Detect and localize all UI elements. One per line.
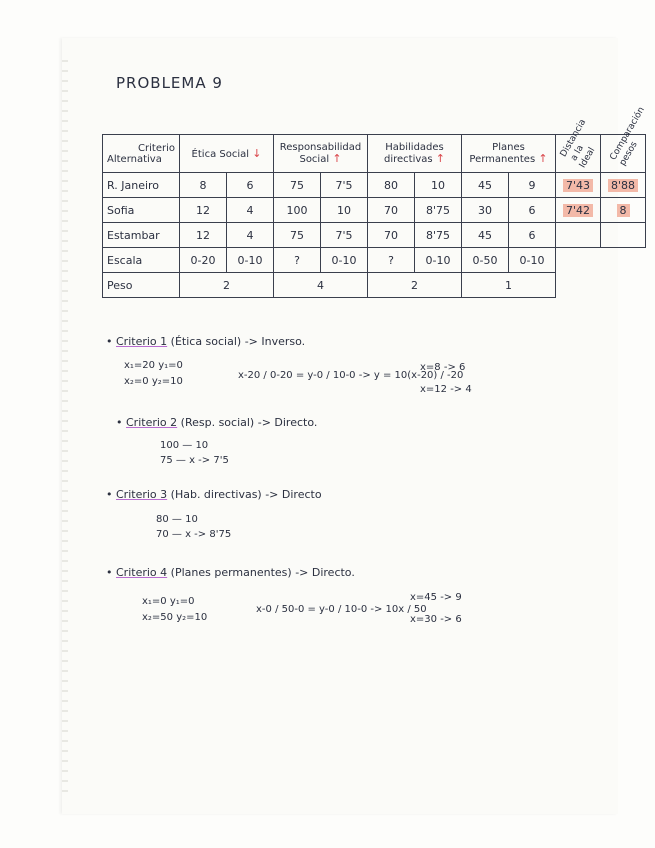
table-cell: 100 bbox=[274, 198, 321, 223]
criterion-label: Responsabilidad Social bbox=[279, 142, 362, 165]
table-row bbox=[103, 173, 646, 198]
table-cell: 12 bbox=[180, 198, 227, 223]
row-name: Peso bbox=[103, 273, 180, 298]
weight-cell: 2 bbox=[180, 273, 274, 298]
table-row-scale bbox=[103, 248, 646, 273]
table-cell: 70 bbox=[368, 198, 415, 223]
page-title: PROBLEMA 9 bbox=[116, 74, 223, 92]
empty-cell bbox=[556, 248, 601, 273]
table-cell: 80 bbox=[368, 173, 415, 198]
equation-result: x=8 -> 6 bbox=[420, 362, 466, 373]
criterion-header-2 bbox=[274, 135, 368, 173]
criterion-description: (Ética social) -> Inverso. bbox=[170, 335, 306, 348]
table-cell: 70 bbox=[368, 223, 415, 248]
criterion-header-3 bbox=[368, 135, 462, 173]
criterion-label: Habilidades directivas bbox=[383, 142, 444, 165]
table-cell-comparison bbox=[601, 198, 646, 223]
equation-line: 100 — 10 bbox=[160, 440, 209, 451]
table-cell: 8 bbox=[180, 173, 227, 198]
table-cell: 6 bbox=[509, 198, 556, 223]
empty-cell bbox=[601, 248, 646, 273]
table-cell: 8'75 bbox=[415, 223, 462, 248]
row-name: Estambar bbox=[103, 223, 180, 248]
table-row bbox=[103, 198, 646, 223]
table-cell-distance bbox=[556, 223, 601, 248]
table-cell: 7'5 bbox=[321, 173, 368, 198]
direction-arrow-icon: ↑ bbox=[332, 152, 342, 165]
table-cell: 7'5 bbox=[321, 223, 368, 248]
criterion-3-heading: • Criterio 3 (Hab. directivas) -> Directo bbox=[106, 488, 322, 501]
highlighted-value: 8'88 bbox=[608, 179, 638, 192]
table-cell-distance bbox=[556, 198, 601, 223]
equation-result: x=45 -> 9 bbox=[410, 592, 462, 603]
row-name: R. Janeiro bbox=[103, 173, 180, 198]
weight-cell: 2 bbox=[368, 273, 462, 298]
table-row bbox=[103, 223, 646, 248]
highlighted-value: 7'42 bbox=[563, 204, 593, 217]
table-cell: ? bbox=[368, 248, 415, 273]
criterion-label: Ética Social bbox=[191, 148, 250, 160]
weight-cell: 4 bbox=[274, 273, 368, 298]
corner-top-label: Criterio bbox=[138, 142, 175, 154]
equation-line: 70 — x -> 8'75 bbox=[156, 529, 232, 540]
weight-cell: 1 bbox=[462, 273, 556, 298]
table-cell: 45 bbox=[462, 173, 509, 198]
notebook-margin bbox=[62, 60, 68, 800]
table-cell: 8'75 bbox=[415, 198, 462, 223]
equation-fraction: x-20 / 0-20 = y-0 / 10-0 -> y = 10(x-20) / -20 bbox=[238, 370, 464, 381]
table-cell-comparison bbox=[601, 223, 646, 248]
criterion-2-heading: • Criterio 2 (Resp. social) -> Directo. bbox=[116, 416, 318, 429]
criterion-title: Criterio 3 bbox=[116, 488, 168, 501]
extra-header-2 bbox=[601, 104, 647, 173]
empty-cell bbox=[556, 273, 601, 298]
table-cell: 0-10 bbox=[227, 248, 274, 273]
corner-bottom-label: Alternativa bbox=[107, 153, 162, 165]
empty-cell bbox=[601, 273, 646, 298]
criterion-4-heading: • Criterio 4 (Planes permanentes) -> Directo. bbox=[106, 566, 355, 579]
decision-table bbox=[102, 104, 647, 298]
table-cell: 0-20 bbox=[180, 248, 227, 273]
direction-arrow-icon: ↓ bbox=[252, 146, 262, 160]
table-cell: 6 bbox=[227, 173, 274, 198]
table-cell: 9 bbox=[509, 173, 556, 198]
equation-fraction: x-0 / 50-0 = y-0 / 10-0 -> 10x / 50 bbox=[256, 604, 427, 615]
table-cell: ? bbox=[274, 248, 321, 273]
equation-line: 80 — 10 bbox=[156, 514, 198, 525]
row-name: Sofia bbox=[103, 198, 180, 223]
highlighted-value: 8 bbox=[617, 204, 630, 217]
table-cell: 75 bbox=[274, 173, 321, 198]
criterion-header-1 bbox=[180, 135, 274, 173]
direction-arrow-icon: ↑ bbox=[435, 152, 446, 165]
extra-header-1 bbox=[556, 117, 601, 173]
table-cell: 12 bbox=[180, 223, 227, 248]
table-cell-comparison bbox=[601, 173, 646, 198]
direction-arrow-icon: ↑ bbox=[538, 152, 548, 165]
table-cell-distance bbox=[556, 173, 601, 198]
table-corner bbox=[103, 135, 180, 173]
table-cell: 4 bbox=[227, 223, 274, 248]
equation-line: x₂=0 y₂=10 bbox=[124, 376, 183, 387]
equation-line: x₂=50 y₂=10 bbox=[142, 612, 208, 623]
table-cell: 0-10 bbox=[321, 248, 368, 273]
table-cell: 0-10 bbox=[509, 248, 556, 273]
table-cell: 0-10 bbox=[415, 248, 462, 273]
extra-header-label: Distancia a la Ideal bbox=[558, 117, 598, 170]
table-cell: 10 bbox=[415, 173, 462, 198]
table-cell: 75 bbox=[274, 223, 321, 248]
criterion-description: (Resp. social) -> Directo. bbox=[180, 416, 318, 429]
highlighted-value: 7'43 bbox=[563, 179, 593, 192]
table-cell: 4 bbox=[227, 198, 274, 223]
table-cell: 0-50 bbox=[462, 248, 509, 273]
table-cell: 6 bbox=[509, 223, 556, 248]
criterion-description: (Planes permanentes) -> Directo. bbox=[170, 566, 355, 579]
extra-header-label: Comparación pesos bbox=[608, 104, 647, 168]
criterion-title: Criterio 4 bbox=[116, 566, 168, 579]
equation-result: x=12 -> 4 bbox=[420, 384, 472, 395]
table-cell: 10 bbox=[321, 198, 368, 223]
criterion-header-4 bbox=[462, 135, 556, 173]
table-row-weights bbox=[103, 273, 646, 298]
criterion-title: Criterio 2 bbox=[126, 416, 178, 429]
criterion-1-heading: • Criterio 1 (Ética social) -> Inverso. bbox=[106, 335, 306, 348]
criterion-label: Planes Permanentes bbox=[469, 142, 536, 165]
criterion-title: Criterio 1 bbox=[116, 335, 168, 348]
row-name: Escala bbox=[103, 248, 180, 273]
equation-line: x₁=20 y₁=0 bbox=[124, 360, 183, 371]
equation-line: x₁=0 y₁=0 bbox=[142, 596, 195, 607]
table-header-row bbox=[103, 135, 646, 173]
table-cell: 30 bbox=[462, 198, 509, 223]
equation-line: 75 — x -> 7'5 bbox=[160, 455, 229, 466]
criterion-description: (Hab. directivas) -> Directo bbox=[170, 488, 322, 501]
equation-result: x=30 -> 6 bbox=[410, 614, 462, 625]
table-cell: 45 bbox=[462, 223, 509, 248]
